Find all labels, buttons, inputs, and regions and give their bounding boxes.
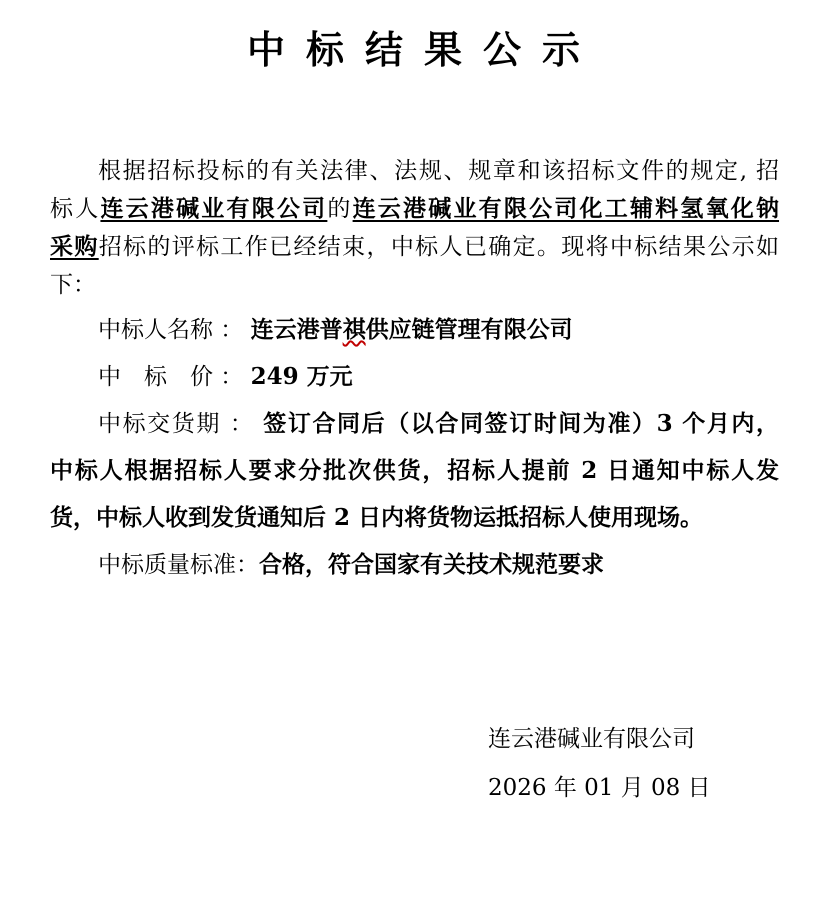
text-line xyxy=(50,447,779,494)
spellcheck-word: 祺 xyxy=(342,316,366,343)
bid-details-section xyxy=(50,306,779,588)
text-run: 中标质量标准： xyxy=(98,552,259,578)
text-line xyxy=(50,190,779,228)
text-line xyxy=(50,494,779,541)
text-run: 中标交货期 ： xyxy=(98,411,264,437)
text-run: 采购 xyxy=(50,233,99,260)
signature-date: 2026 年 01 月 08 日 xyxy=(488,775,711,801)
text-run: 连云港碱业有限公司 xyxy=(100,195,328,222)
text-line xyxy=(50,353,779,400)
text-run: 签订合同后（以合同签订时间为准）3 个月内， xyxy=(263,410,779,437)
text-line xyxy=(50,306,779,353)
text-line xyxy=(50,541,779,588)
text-line xyxy=(50,152,779,190)
text-run: 中标人根据招标人要求分批次供货，招标人提前 2 日通知中标人发 xyxy=(50,457,779,484)
signature-company: 连云港碱业有限公司 xyxy=(488,726,695,752)
text-run: 货，中标人收到发货通知后 2 日内将货物运抵招标人使用现场。 xyxy=(50,504,704,531)
text-run: 招标的评标工作已经结束，中标人已确定。现将中标结果公示如 xyxy=(98,234,780,260)
text-run: 249 万元 xyxy=(250,363,353,390)
text-run: 合格，符合国家有关技术规范要求 xyxy=(259,551,604,578)
document-title xyxy=(0,24,827,76)
text-run: 下： xyxy=(50,272,96,298)
intro-paragraph xyxy=(50,152,779,304)
text-run: 连云港碱业有限公司化工辅料氢氧化钠 xyxy=(352,195,780,222)
text-line xyxy=(50,228,779,266)
text-run: 连云港普 xyxy=(250,316,343,343)
text-run: 根据招标投标的有关法律、法规、规章和该招标文件的规定, 招 xyxy=(98,158,779,184)
text-run: 标人 xyxy=(50,196,101,222)
text-run: 供应链管理有限公司 xyxy=(365,316,573,343)
document-title-text: 中标结果公示 xyxy=(246,27,601,72)
text-line xyxy=(50,400,779,447)
text-run: 中 标 价 ： xyxy=(98,364,251,390)
text-run: 中标人名称 ： xyxy=(98,317,251,343)
text-run: 的 xyxy=(327,196,353,222)
signature-block xyxy=(488,715,827,813)
text-line xyxy=(50,266,779,304)
